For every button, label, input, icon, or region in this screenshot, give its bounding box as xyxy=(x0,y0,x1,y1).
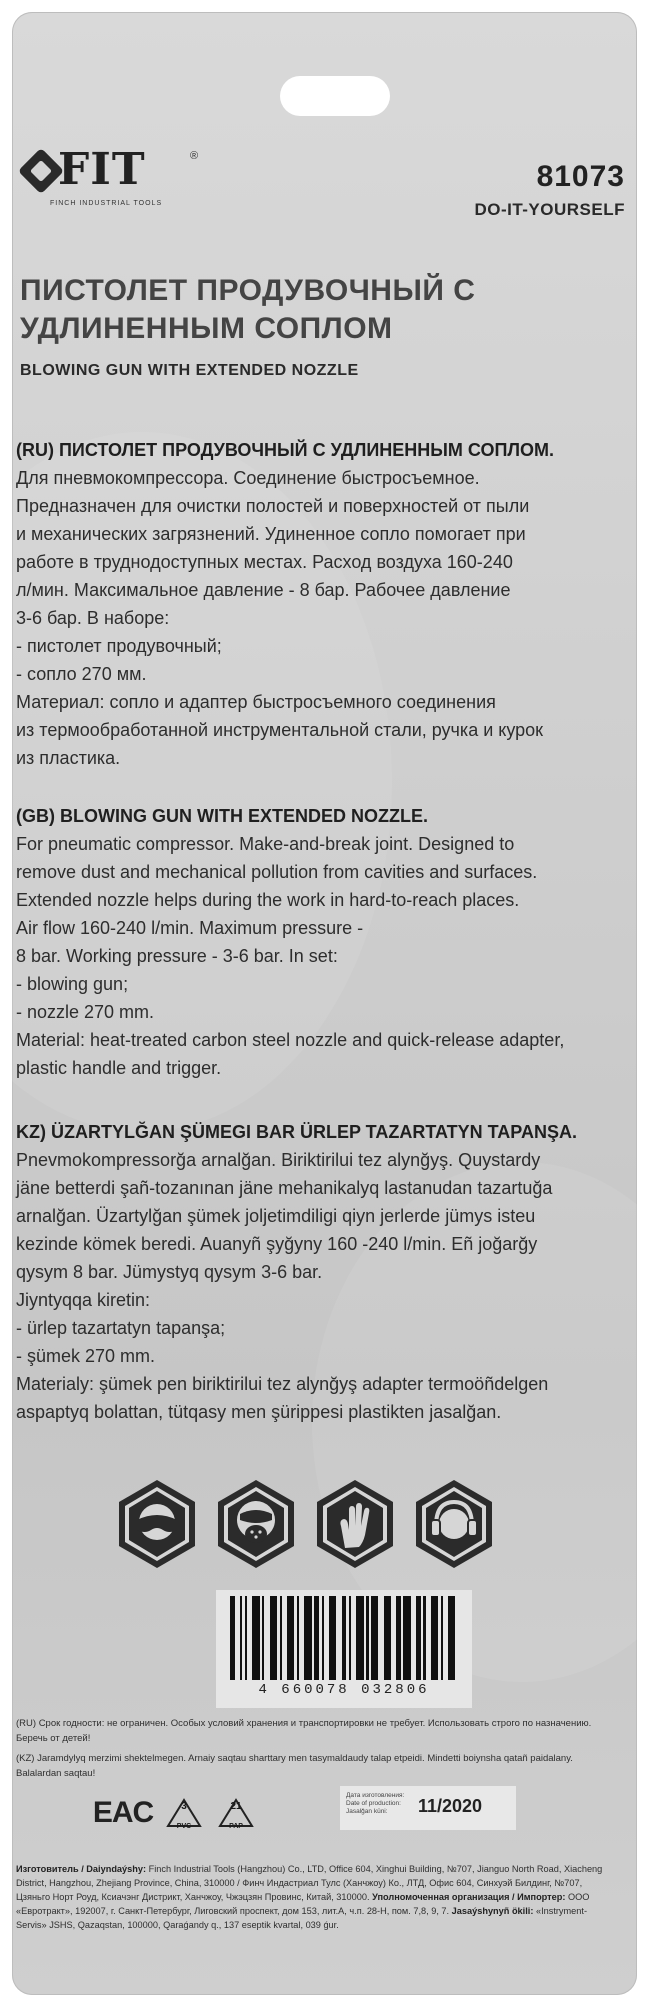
manufacturer-info xyxy=(16,1862,616,1932)
barcode-bar xyxy=(448,1596,455,1680)
barcode-bar xyxy=(240,1596,242,1680)
barcode-bar xyxy=(329,1596,336,1680)
barcode-bar xyxy=(441,1596,443,1680)
brand-name: FIT xyxy=(58,144,146,195)
product-series: DO-IT-YOURSELF xyxy=(474,200,625,219)
description-ru xyxy=(16,436,606,772)
description-gb-body: For pneumatic compressor. Make-and-break joint. Designed to remove dust and mechanical pollution from cavities and surfaces. Extended nozzle helps during the work in hard-to-reach places. Air flow 160-240 l/min. Maximum pressure - 8 bar. Working pressure - 3-6 bar. In set: - blowing gun; - nozzle 270 mm. Material: heat-treated carbon steel nozzle and quick-release adapter, plastic handle and trigger. xyxy=(16,834,565,1078)
barcode-bar xyxy=(230,1596,235,1680)
storage-note-kz: (KZ) Jaramdylyq merzimi shektelmegen. Arnaiy saqtau sharttary men tasymaldaudy talap etpeidi. Mindetti boiynsha qatañ paidalany. Balalardan saqtau! xyxy=(16,1753,573,1779)
recycle-21-label: PAP xyxy=(229,1823,243,1830)
article-number: 81073 xyxy=(536,160,625,193)
description-gb xyxy=(16,802,606,1082)
barcode-bar xyxy=(416,1596,421,1680)
barcode-bar xyxy=(322,1596,324,1680)
barcode-bar xyxy=(304,1596,311,1680)
barcode-bar xyxy=(287,1596,294,1680)
product-title-en: BLOWING GUN WITH EXTENDED NOZZLE xyxy=(20,362,359,379)
barcode-bar xyxy=(252,1596,259,1680)
barcode-bar xyxy=(423,1596,425,1680)
description-ru-body: Для пневмокомпрессора. Соединение быстросъемное. Предназначен для очистки полостей и поверхностей от пыли и механических загрязнений. Удиненное сопло помогает при работе в труднодоступных местах. Расход воздуха 160-240 л/мин. Максимальное давление - 8 бар. Рабочее давление 3-6 бар. В наборе: - пистолет продувочный; - сопло 270 мм. Материал: сопло и адаптер быстросъемного соединения из термообработанной инструментальной стали, ручка и курок из пластика. xyxy=(16,468,544,768)
barcode-bar xyxy=(349,1596,351,1680)
gloves-icon xyxy=(315,1478,395,1570)
recycle-pvc-icon xyxy=(162,1790,206,1836)
barcode-bar xyxy=(403,1596,410,1680)
eac-mark: EAC xyxy=(92,1796,154,1829)
respirator-icon xyxy=(216,1478,296,1570)
description-gb-heading: (GB) BLOWING GUN WITH EXTENDED NOZZLE. xyxy=(16,806,428,826)
importer-text: ООО «Евротракт», 192007, г. Санкт-Петербург, Лиговский проспект, дом 153, лит.А, ч.п. 28-Н, пом. 7,8, 9, 7. xyxy=(16,1892,590,1916)
barcode-bar xyxy=(270,1596,277,1680)
barcode-bar xyxy=(366,1596,368,1680)
recycle-pap-icon xyxy=(214,1790,258,1836)
production-date-box xyxy=(340,1786,516,1830)
barcode-bar xyxy=(314,1596,319,1680)
brand-logo xyxy=(20,144,199,220)
barcode-bar xyxy=(356,1596,363,1680)
description-ru-heading: (RU) ПИСТОЛЕТ ПРОДУВОЧНЫЙ С УДЛИНЕННЫМ СОПЛОМ. xyxy=(16,440,555,460)
barcode-bars xyxy=(230,1596,458,1680)
barcode-bar xyxy=(245,1596,247,1680)
barcode-bar xyxy=(396,1596,401,1680)
brand-subtitle: FINCH INDUSTRIAL TOOLS xyxy=(50,200,163,207)
barcode-bar xyxy=(342,1596,347,1680)
barcode-bar xyxy=(371,1596,378,1680)
barcode-bar xyxy=(280,1596,282,1680)
storage-note-ru: (RU) Срок годности: не ограничен. Особых условий хранения и транспортировки не требует. Использовать строго по назначению. Беречь от детей! xyxy=(16,1718,592,1744)
description-kz xyxy=(16,1118,606,1426)
kz-representative-label: Jasaýshynyñ ökili: xyxy=(451,1906,534,1916)
recycle-3-number: 3 xyxy=(181,1801,187,1812)
registered-mark: ® xyxy=(190,150,199,162)
barcode-bar xyxy=(384,1596,391,1680)
description-kz-heading: KZ) ÜZARTYLĞAN ŞÜMEGI BAR ÜRLEP TAZARTATYN TAPANŞA. xyxy=(16,1122,577,1142)
production-date-value: 11/2020 xyxy=(418,1796,483,1816)
goggles-icon xyxy=(117,1478,197,1570)
description-kz-body: Pnevmokompressorğa arnalğan. Biriktirilui tez alynğyş. Quystardy jäne betterdi şañ-tozanınan jäne mehanikalyq lastanudan tazartuğa arnalğan. Üzartylğan şümek joljetimdiligi qiyn jerlerde jümys isteu kezinde kömek beredi. Auanyñ şyğyny 160 -240 l/min. Eñ joğarğy qysym 8 bar. Jümystyq qysym 3-6 bar. Jiyntyqqa kiretin: - ürlep tazartatyn tapanşa; - şümek 270 mm. Materialy: şümek pen biriktirilui tez alynğyş adapter termoöñdelgen aspaptyq bolattan, tütqasy men şürippesi plastikten jasalğan. xyxy=(16,1150,553,1422)
barcode-number: 4 660078 032806 xyxy=(258,1682,430,1698)
barcode-bar xyxy=(262,1596,264,1680)
kz-representative-text: «Instryment-Servis» JSHS, Qazaqstan, 100000, Qaraǵandy q., 137 eseptik kvartal, 039 ǵur. xyxy=(16,1906,588,1930)
manufacturer-label: Изготовитель / Daiyndaýshy: xyxy=(16,1864,147,1874)
ear-protection-icon xyxy=(414,1478,494,1570)
manufacturer-text: Finch Industrial Tools (Hangzhou) Co., LTD, Office 604, Xinghui Building, №707, Jianguo North Road, Xiacheng District, Hangzhou, Zhejiang Province, China, 310000 / Финч Индастриал Тулс (Ханчжоу) Ко., ЛТД, Офис 604, Синхуэй Билдинг, №707, Цзяньго Норт Роуд, Ксиачэнг Дистрикт, Ханчжоу, Чжэцзян Провинс, Китай, 310000. xyxy=(16,1864,603,1902)
recycle-3-label: PVC xyxy=(176,1823,192,1830)
product-title-ru: ПИСТОЛЕТ ПРОДУВОЧНЫЙ С УДЛИНЕННЫМ СОПЛОМ xyxy=(20,274,476,345)
importer-label: Уполномоченная организация / Импортер: xyxy=(372,1892,566,1902)
safety-icons xyxy=(117,1478,497,1570)
barcode-bar xyxy=(431,1596,438,1680)
recycle-21-number: 21 xyxy=(230,1801,242,1812)
barcode-bar xyxy=(297,1596,299,1680)
barcode xyxy=(216,1590,472,1708)
storage-notes xyxy=(16,1716,616,1781)
hang-hole xyxy=(280,76,390,116)
production-date-label: Дата изготовления: Date of production: Jasalğan küni: xyxy=(346,1792,405,1815)
certification-marks xyxy=(92,1790,316,1840)
